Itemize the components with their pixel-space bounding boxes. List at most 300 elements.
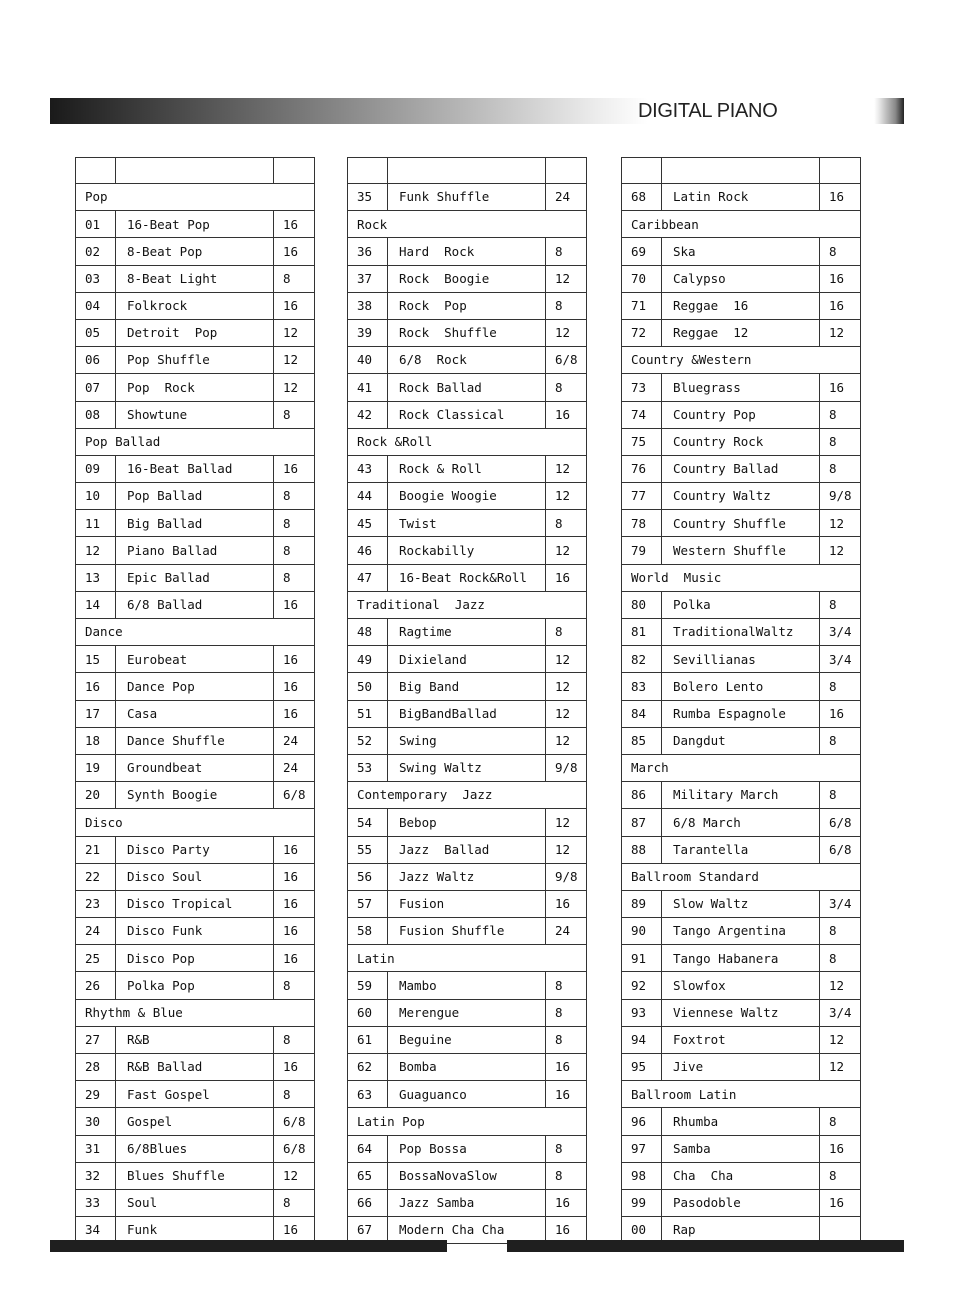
header-cell bbox=[662, 158, 820, 184]
rhythm-number: 42 bbox=[348, 401, 388, 428]
rhythm-number: 48 bbox=[348, 619, 388, 646]
table-row bbox=[76, 1189, 315, 1216]
table-row bbox=[348, 1135, 587, 1162]
rhythm-number: 87 bbox=[622, 809, 662, 836]
rhythm-beat: 8 bbox=[820, 727, 861, 754]
rhythm-beat: 8 bbox=[546, 619, 587, 646]
table-row bbox=[622, 292, 861, 319]
rhythm-number: 74 bbox=[622, 401, 662, 428]
category-label: Rhythm & Blue bbox=[76, 999, 315, 1026]
table-row bbox=[348, 918, 587, 945]
rhythm-beat: 16 bbox=[274, 238, 315, 265]
rhythm-beat: 3/4 bbox=[820, 646, 861, 673]
rhythm-name: Tarantella bbox=[662, 836, 820, 863]
rhythm-number: 66 bbox=[348, 1189, 388, 1216]
header-cell bbox=[274, 158, 315, 184]
rhythm-beat: 16 bbox=[546, 1054, 587, 1081]
table-row bbox=[348, 537, 587, 564]
category-label: Dance bbox=[76, 619, 315, 646]
table-row bbox=[76, 700, 315, 727]
table-row bbox=[76, 238, 315, 265]
rhythm-number: 01 bbox=[76, 211, 116, 238]
table-row bbox=[348, 319, 587, 346]
rhythm-number: 62 bbox=[348, 1054, 388, 1081]
rhythm-number: 29 bbox=[76, 1081, 116, 1108]
footer-bar-left bbox=[50, 1240, 447, 1252]
table-row bbox=[76, 292, 315, 319]
rhythm-name: 6/8Blues bbox=[116, 1135, 274, 1162]
table-row bbox=[348, 1026, 587, 1053]
table-row bbox=[622, 836, 861, 863]
category-label: Ballroom Standard bbox=[622, 863, 861, 890]
rhythm-beat: 16 bbox=[546, 1217, 587, 1244]
rhythm-number: 92 bbox=[622, 972, 662, 999]
rhythm-name: Ragtime bbox=[388, 619, 546, 646]
category-row bbox=[622, 564, 861, 591]
table-row bbox=[622, 319, 861, 346]
rhythm-name: Rock & Roll bbox=[388, 455, 546, 482]
table-row bbox=[348, 184, 587, 211]
rhythm-number: 15 bbox=[76, 646, 116, 673]
rhythm-name: Fusion Shuffle bbox=[388, 918, 546, 945]
rhythm-beat: 24 bbox=[546, 184, 587, 211]
rhythm-beat: 8 bbox=[820, 918, 861, 945]
table-row bbox=[76, 510, 315, 537]
rhythm-beat: 6/8 bbox=[820, 836, 861, 863]
table-row bbox=[76, 782, 315, 809]
rhythm-name: Western Shuffle bbox=[662, 537, 820, 564]
rhythm-number: 56 bbox=[348, 863, 388, 890]
rhythm-name: Dangdut bbox=[662, 727, 820, 754]
category-row bbox=[622, 863, 861, 890]
header-cell bbox=[116, 158, 274, 184]
table-row bbox=[76, 455, 315, 482]
table-row bbox=[348, 999, 587, 1026]
rhythm-beat: 8 bbox=[274, 1081, 315, 1108]
rhythm-table-1 bbox=[75, 157, 315, 1244]
rhythm-beat: 8 bbox=[546, 972, 587, 999]
table-row bbox=[76, 890, 315, 917]
rhythm-beat: 8 bbox=[274, 972, 315, 999]
table-row bbox=[348, 890, 587, 917]
rhythm-beat: 12 bbox=[546, 836, 587, 863]
header-cell bbox=[546, 158, 587, 184]
rhythm-number: 24 bbox=[76, 918, 116, 945]
rhythm-table-2 bbox=[347, 157, 587, 1244]
rhythm-name: Calypso bbox=[662, 265, 820, 292]
rhythm-number: 79 bbox=[622, 537, 662, 564]
rhythm-beat: 12 bbox=[274, 347, 315, 374]
rhythm-name: Samba bbox=[662, 1135, 820, 1162]
rhythm-number: 11 bbox=[76, 510, 116, 537]
rhythm-name: Latin Rock bbox=[662, 184, 820, 211]
rhythm-name: Reggae 12 bbox=[662, 319, 820, 346]
rhythm-beat: 8 bbox=[820, 591, 861, 618]
rhythm-beat: 8 bbox=[546, 374, 587, 401]
rhythm-number: 31 bbox=[76, 1135, 116, 1162]
table-row bbox=[622, 1054, 861, 1081]
rhythm-beat: 6/8 bbox=[274, 782, 315, 809]
table-row bbox=[622, 455, 861, 482]
rhythm-name: Showtune bbox=[116, 401, 274, 428]
rhythm-name: Country Rock bbox=[662, 428, 820, 455]
table-row bbox=[348, 347, 587, 374]
category-row bbox=[348, 591, 587, 618]
table-row bbox=[348, 1162, 587, 1189]
rhythm-name: BigBandBallad bbox=[388, 700, 546, 727]
rhythm-name: BossaNovaSlow bbox=[388, 1162, 546, 1189]
rhythm-number: 80 bbox=[622, 591, 662, 618]
category-label: Rock bbox=[348, 211, 587, 238]
rhythm-name: Disco Pop bbox=[116, 945, 274, 972]
rhythm-beat: 12 bbox=[546, 319, 587, 346]
table-row bbox=[622, 918, 861, 945]
rhythm-number: 37 bbox=[348, 265, 388, 292]
rhythm-number: 33 bbox=[76, 1189, 116, 1216]
rhythm-beat: 16 bbox=[274, 836, 315, 863]
rhythm-number: 98 bbox=[622, 1162, 662, 1189]
rhythm-beat: 12 bbox=[546, 727, 587, 754]
rhythm-name: Jazz Waltz bbox=[388, 863, 546, 890]
table-row bbox=[348, 754, 587, 781]
category-label: Latin bbox=[348, 945, 587, 972]
table-row bbox=[76, 863, 315, 890]
category-label: Latin Pop bbox=[348, 1108, 587, 1135]
rhythm-number: 58 bbox=[348, 918, 388, 945]
rhythm-number: 34 bbox=[76, 1217, 116, 1244]
table-header-row bbox=[622, 158, 861, 184]
rhythm-beat: 16 bbox=[820, 1189, 861, 1216]
rhythm-beat: 12 bbox=[820, 537, 861, 564]
table-row bbox=[76, 727, 315, 754]
rhythm-name: Rock Shuffle bbox=[388, 319, 546, 346]
rhythm-name: 6/8 March bbox=[662, 809, 820, 836]
rhythm-beat: 8 bbox=[274, 265, 315, 292]
category-row bbox=[76, 619, 315, 646]
rhythm-number: 71 bbox=[622, 292, 662, 319]
category-label: World Music bbox=[622, 564, 861, 591]
rhythm-number: 59 bbox=[348, 972, 388, 999]
category-row bbox=[622, 211, 861, 238]
rhythm-number: 65 bbox=[348, 1162, 388, 1189]
rhythm-number: 51 bbox=[348, 700, 388, 727]
table-row bbox=[76, 1162, 315, 1189]
rhythm-number: 83 bbox=[622, 673, 662, 700]
rhythm-number: 73 bbox=[622, 374, 662, 401]
rhythm-name: Disco Funk bbox=[116, 918, 274, 945]
rhythm-name: Rap bbox=[662, 1217, 820, 1244]
rhythm-number: 82 bbox=[622, 646, 662, 673]
rhythm-name: Guaguanco bbox=[388, 1081, 546, 1108]
rhythm-beat: 8 bbox=[546, 292, 587, 319]
rhythm-number: 67 bbox=[348, 1217, 388, 1244]
rhythm-name: Polka Pop bbox=[116, 972, 274, 999]
rhythm-number: 94 bbox=[622, 1026, 662, 1053]
rhythm-number: 81 bbox=[622, 619, 662, 646]
rhythm-name: Rumba Espagnole bbox=[662, 700, 820, 727]
rhythm-beat: 8 bbox=[274, 564, 315, 591]
table-row bbox=[622, 673, 861, 700]
table-row bbox=[622, 619, 861, 646]
rhythm-beat: 12 bbox=[820, 1054, 861, 1081]
table-row bbox=[622, 401, 861, 428]
category-row bbox=[348, 782, 587, 809]
table-row bbox=[622, 809, 861, 836]
header-cell bbox=[622, 158, 662, 184]
table-row bbox=[622, 1135, 861, 1162]
rhythm-name: Bluegrass bbox=[662, 374, 820, 401]
rhythm-beat: 8 bbox=[274, 1189, 315, 1216]
rhythm-beat: 8 bbox=[546, 1135, 587, 1162]
rhythm-number: 17 bbox=[76, 700, 116, 727]
table-row bbox=[348, 1054, 587, 1081]
rhythm-name: Tango Argentina bbox=[662, 918, 820, 945]
rhythm-name: Gospel bbox=[116, 1108, 274, 1135]
table-row bbox=[348, 727, 587, 754]
rhythm-number: 04 bbox=[76, 292, 116, 319]
rhythm-number: 43 bbox=[348, 455, 388, 482]
rhythm-beat: 16 bbox=[274, 292, 315, 319]
rhythm-beat: 12 bbox=[546, 646, 587, 673]
rhythm-number: 77 bbox=[622, 483, 662, 510]
rhythm-name: Rock Boogie bbox=[388, 265, 546, 292]
table-row bbox=[622, 890, 861, 917]
rhythm-name: Big Ballad bbox=[116, 510, 274, 537]
rhythm-name: Beguine bbox=[388, 1026, 546, 1053]
rhythm-number: 10 bbox=[76, 483, 116, 510]
rhythm-name: 16-Beat Ballad bbox=[116, 455, 274, 482]
table-row bbox=[622, 238, 861, 265]
rhythm-beat: 8 bbox=[820, 455, 861, 482]
table-row bbox=[76, 319, 315, 346]
rhythm-name: Synth Boogie bbox=[116, 782, 274, 809]
rhythm-beat: 16 bbox=[820, 184, 861, 211]
category-row bbox=[76, 999, 315, 1026]
table-row bbox=[76, 918, 315, 945]
rhythm-name: Jive bbox=[662, 1054, 820, 1081]
rhythm-beat: 24 bbox=[274, 727, 315, 754]
category-row bbox=[622, 347, 861, 374]
rhythm-beat: 16 bbox=[546, 890, 587, 917]
rhythm-number: 69 bbox=[622, 238, 662, 265]
rhythm-name: Cha Cha bbox=[662, 1162, 820, 1189]
rhythm-beat: 8 bbox=[546, 238, 587, 265]
category-label: March bbox=[622, 754, 861, 781]
rhythm-beat: 8 bbox=[820, 673, 861, 700]
rhythm-name: Pasodoble bbox=[662, 1189, 820, 1216]
table-row bbox=[348, 646, 587, 673]
table-row bbox=[348, 455, 587, 482]
table-row bbox=[348, 673, 587, 700]
rhythm-beat: 16 bbox=[274, 1054, 315, 1081]
rhythm-number: 18 bbox=[76, 727, 116, 754]
rhythm-beat: 12 bbox=[546, 537, 587, 564]
category-row bbox=[76, 428, 315, 455]
rhythm-name: Pop Bossa bbox=[388, 1135, 546, 1162]
table-row bbox=[622, 184, 861, 211]
table-row bbox=[76, 211, 315, 238]
rhythm-name: Ska bbox=[662, 238, 820, 265]
header-banner bbox=[50, 98, 904, 124]
rhythm-beat: 16 bbox=[274, 890, 315, 917]
rhythm-name: Rock Ballad bbox=[388, 374, 546, 401]
rhythm-name: Funk bbox=[116, 1217, 274, 1244]
table-row bbox=[76, 591, 315, 618]
rhythm-number: 03 bbox=[76, 265, 116, 292]
rhythm-name: Jazz Samba bbox=[388, 1189, 546, 1216]
table-row bbox=[622, 972, 861, 999]
rhythm-name: 6/8 Ballad bbox=[116, 591, 274, 618]
rhythm-beat: 24 bbox=[274, 754, 315, 781]
table-row bbox=[622, 1189, 861, 1216]
rhythm-name: Swing bbox=[388, 727, 546, 754]
rhythm-number: 14 bbox=[76, 591, 116, 618]
table-row bbox=[76, 972, 315, 999]
rhythm-name: 8-Beat Light bbox=[116, 265, 274, 292]
table-row bbox=[622, 510, 861, 537]
rhythm-name: Disco Party bbox=[116, 836, 274, 863]
table-row bbox=[76, 564, 315, 591]
rhythm-beat: 16 bbox=[820, 374, 861, 401]
table-row bbox=[622, 591, 861, 618]
table-row bbox=[348, 265, 587, 292]
table-row bbox=[76, 646, 315, 673]
rhythm-number: 45 bbox=[348, 510, 388, 537]
rhythm-beat: 16 bbox=[820, 292, 861, 319]
rhythm-number: 55 bbox=[348, 836, 388, 863]
rhythm-beat: 8 bbox=[820, 1162, 861, 1189]
category-label: Contemporary Jazz bbox=[348, 782, 587, 809]
rhythm-beat: 12 bbox=[546, 483, 587, 510]
rhythm-beat: 16 bbox=[546, 401, 587, 428]
rhythm-name: Tango Habanera bbox=[662, 945, 820, 972]
table-row bbox=[348, 700, 587, 727]
rhythm-name: Reggae 16 bbox=[662, 292, 820, 319]
rhythm-name: Funk Shuffle bbox=[388, 184, 546, 211]
rhythm-number: 61 bbox=[348, 1026, 388, 1053]
table-row bbox=[348, 972, 587, 999]
rhythm-name: Dixieland bbox=[388, 646, 546, 673]
rhythm-number: 22 bbox=[76, 863, 116, 890]
category-label: Rock &Roll bbox=[348, 428, 587, 455]
rhythm-name: Bolero Lento bbox=[662, 673, 820, 700]
rhythm-beat: 16 bbox=[274, 673, 315, 700]
rhythm-name: Bomba bbox=[388, 1054, 546, 1081]
rhythm-name: Detroit Pop bbox=[116, 319, 274, 346]
category-row bbox=[348, 1108, 587, 1135]
rhythm-beat: 12 bbox=[274, 1162, 315, 1189]
rhythm-number: 76 bbox=[622, 455, 662, 482]
header-cell bbox=[388, 158, 546, 184]
rhythm-number: 21 bbox=[76, 836, 116, 863]
table-row bbox=[76, 673, 315, 700]
rhythm-number: 52 bbox=[348, 727, 388, 754]
rhythm-number: 25 bbox=[76, 945, 116, 972]
rhythm-beat: 3/4 bbox=[820, 999, 861, 1026]
rhythm-number: 54 bbox=[348, 809, 388, 836]
rhythm-beat: 12 bbox=[820, 972, 861, 999]
rhythm-number: 72 bbox=[622, 319, 662, 346]
table-row bbox=[348, 564, 587, 591]
rhythm-name: Pop Ballad bbox=[116, 483, 274, 510]
rhythm-name: Country Shuffle bbox=[662, 510, 820, 537]
rhythm-name: Casa bbox=[116, 700, 274, 727]
rhythm-number: 95 bbox=[622, 1054, 662, 1081]
rhythm-beat: 16 bbox=[274, 591, 315, 618]
rhythm-beat: 12 bbox=[820, 319, 861, 346]
rhythm-number: 96 bbox=[622, 1108, 662, 1135]
category-row bbox=[348, 945, 587, 972]
rhythm-beat: 12 bbox=[274, 374, 315, 401]
rhythm-beat: 6/8 bbox=[274, 1135, 315, 1162]
table-row bbox=[622, 999, 861, 1026]
table-row bbox=[76, 1026, 315, 1053]
table-row bbox=[348, 483, 587, 510]
rhythm-name: Jazz Ballad bbox=[388, 836, 546, 863]
rhythm-beat: 8 bbox=[820, 238, 861, 265]
header-cell bbox=[76, 158, 116, 184]
rhythm-number: 09 bbox=[76, 455, 116, 482]
rhythm-name: Pop Rock bbox=[116, 374, 274, 401]
rhythm-number: 32 bbox=[76, 1162, 116, 1189]
rhythm-number: 27 bbox=[76, 1026, 116, 1053]
rhythm-name: 16-Beat Rock&Roll bbox=[388, 564, 546, 591]
rhythm-number: 46 bbox=[348, 537, 388, 564]
table-row bbox=[76, 265, 315, 292]
rhythm-name: Country Waltz bbox=[662, 483, 820, 510]
table-row bbox=[76, 836, 315, 863]
rhythm-beat: 8 bbox=[820, 401, 861, 428]
rhythm-name: Folkrock bbox=[116, 292, 274, 319]
rhythm-beat: 16 bbox=[274, 1217, 315, 1244]
category-label: Pop Ballad bbox=[76, 428, 315, 455]
rhythm-name: Disco Soul bbox=[116, 863, 274, 890]
rhythm-number: 00 bbox=[622, 1217, 662, 1244]
rhythm-beat: 16 bbox=[546, 1081, 587, 1108]
table-row bbox=[622, 782, 861, 809]
rhythm-name: Hard Rock bbox=[388, 238, 546, 265]
rhythm-beat: 12 bbox=[820, 510, 861, 537]
rhythm-number: 90 bbox=[622, 918, 662, 945]
rhythm-number: 68 bbox=[622, 184, 662, 211]
table-row bbox=[76, 347, 315, 374]
rhythm-number: 70 bbox=[622, 265, 662, 292]
rhythm-name: TraditionalWaltz bbox=[662, 619, 820, 646]
table-row bbox=[348, 292, 587, 319]
rhythm-beat: 16 bbox=[274, 455, 315, 482]
rhythm-number: 75 bbox=[622, 428, 662, 455]
rhythm-name: Viennese Waltz bbox=[662, 999, 820, 1026]
rhythm-name: Rock Pop bbox=[388, 292, 546, 319]
rhythm-number: 36 bbox=[348, 238, 388, 265]
category-row bbox=[76, 184, 315, 211]
rhythm-beat: 9/8 bbox=[546, 754, 587, 781]
table-row bbox=[348, 836, 587, 863]
rhythm-number: 12 bbox=[76, 537, 116, 564]
table-row bbox=[348, 374, 587, 401]
rhythm-number: 16 bbox=[76, 673, 116, 700]
rhythm-number: 08 bbox=[76, 401, 116, 428]
category-label: Country &Western bbox=[622, 347, 861, 374]
rhythm-name: Bebop bbox=[388, 809, 546, 836]
rhythm-beat: 8 bbox=[274, 537, 315, 564]
table-row bbox=[76, 483, 315, 510]
table-row bbox=[622, 374, 861, 401]
rhythm-number: 86 bbox=[622, 782, 662, 809]
rhythm-name: Slowfox bbox=[662, 972, 820, 999]
table-row bbox=[348, 238, 587, 265]
rhythm-name: R&B Ballad bbox=[116, 1054, 274, 1081]
